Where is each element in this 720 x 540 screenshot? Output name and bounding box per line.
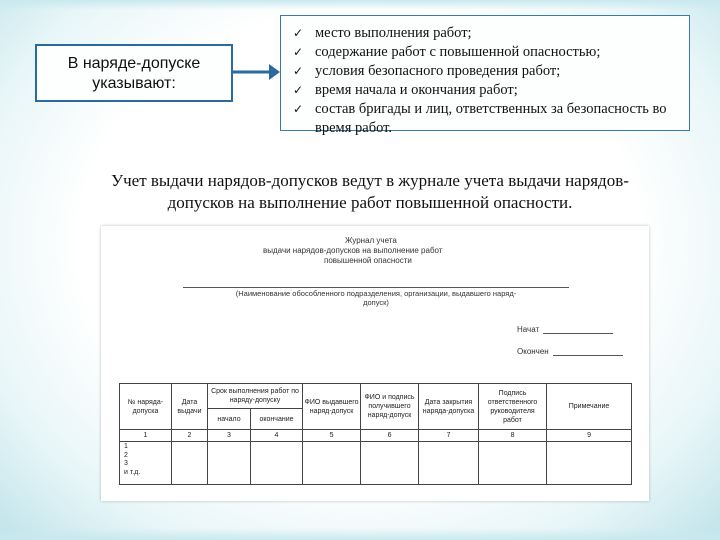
journal-paragraph: Учет выдачи нарядов-допусков ведут в журнале учета выдачи нарядов-допусков на выполнение работ повышенной опасности. bbox=[111, 171, 629, 212]
col-header: № наряда-допуска bbox=[120, 384, 172, 430]
check-icon: ✓ bbox=[293, 64, 304, 78]
finished-line bbox=[553, 347, 623, 356]
finished-field bbox=[517, 347, 623, 356]
row-numbers-cell: 1 2 3 и т.д. bbox=[120, 442, 172, 485]
org-name-note: (Наименование обособленного подразделения, организации, выдавшего наряд-допуск) bbox=[235, 289, 517, 307]
col-header: окончание bbox=[251, 409, 303, 430]
journal-title-line-2: выдачи нарядов-допусков на выполнение работ bbox=[263, 246, 443, 255]
requirements-list-box bbox=[280, 15, 690, 136]
list-item: ✓ время начала и окончания работ; bbox=[293, 82, 518, 98]
list-item: ✓ место выполнения работ; bbox=[293, 25, 472, 41]
started-field bbox=[517, 325, 613, 334]
journal-title: Журнал учета bbox=[345, 236, 397, 245]
col-header: ФИО выдавшего наряд-допуск bbox=[303, 384, 361, 430]
check-icon: ✓ bbox=[293, 45, 304, 59]
col-header: Дата закрытия наряда-допуска bbox=[419, 384, 479, 430]
table-header-row bbox=[120, 384, 632, 409]
check-icon: ✓ bbox=[293, 26, 304, 40]
started-label: Начат bbox=[517, 325, 540, 334]
check-icon: ✓ bbox=[293, 83, 304, 97]
list-item: ✓ содержание работ с повышенной опасностью; bbox=[293, 44, 601, 60]
finished-label: Окончен bbox=[517, 347, 549, 356]
callout-text: В наряде-допуске указывают: bbox=[67, 55, 201, 92]
requirements-list bbox=[293, 24, 685, 138]
journal-table bbox=[119, 383, 632, 485]
list-item: ✓ состав бригады и лиц, ответственных за безопасность во время работ. bbox=[293, 101, 667, 136]
check-icon: ✓ bbox=[293, 102, 304, 116]
col-header: Дата выдачи bbox=[172, 384, 208, 430]
frame-top bbox=[0, 0, 720, 10]
journal-document bbox=[101, 226, 649, 501]
col-header: Срок выполнения работ по наряду-допуску bbox=[208, 384, 303, 409]
org-name-line bbox=[183, 287, 569, 288]
frame-bottom bbox=[0, 528, 720, 540]
col-header: начало bbox=[208, 409, 251, 430]
col-header: ФИО и подпись получившего наряд-допуск bbox=[361, 384, 419, 430]
col-header: Примечание bbox=[547, 384, 632, 430]
list-item: ✓ условия безопасного проведения работ; bbox=[293, 63, 561, 79]
journal-title-line-3: повышенной опасности bbox=[324, 256, 412, 265]
table-row bbox=[120, 442, 632, 485]
table-row: 1 2 3 4 5 6 7 8 9 bbox=[120, 430, 632, 442]
started-line bbox=[543, 325, 613, 334]
callout-box bbox=[35, 44, 233, 102]
arrow-right-icon bbox=[233, 60, 281, 84]
col-header: Подпись ответственного руководителя работ bbox=[479, 384, 547, 430]
